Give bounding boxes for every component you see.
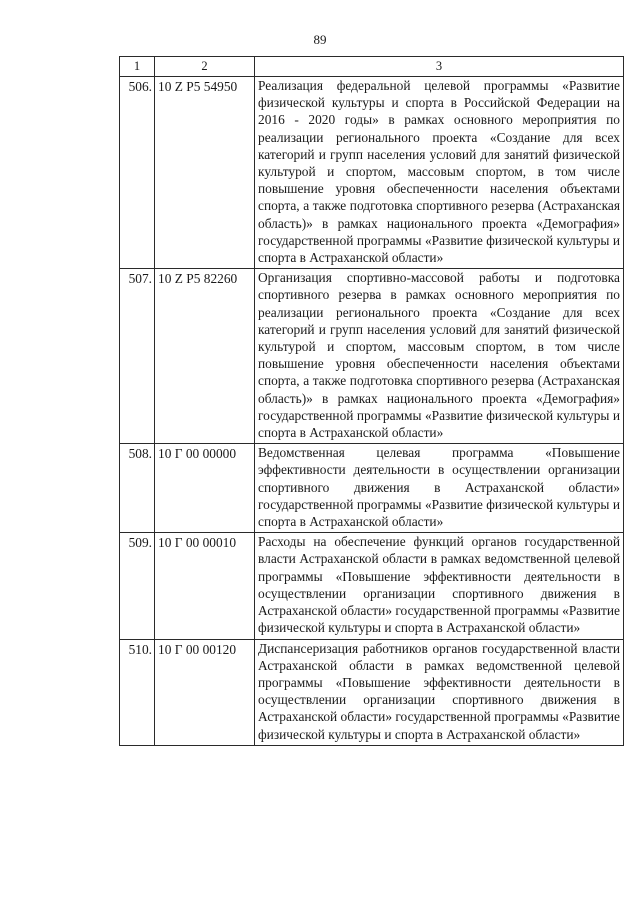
row-description: Расходы на обеспечение функций органов государственной власти Астраханской области в рамках ведомственной целевой программы «Повышение эффективности деятельности в осуществлении организации спортивного движения в Астраханской области» государственной программы «Развитие физической культуры и спорта в Астраханской области» xyxy=(255,533,624,639)
row-number: 506. xyxy=(120,77,155,269)
table-header-row xyxy=(120,57,624,77)
row-number: 509. xyxy=(120,533,155,639)
row-description: Ведомственная целевая программа «Повышение эффективности деятельности в осуществлении организации спортивного движения в Астраханской области» государственной программы «Развитие физической культуры и спорта в Астраханской области» xyxy=(255,444,624,533)
row-code: 10 Z P5 82260 xyxy=(155,269,255,444)
row-description: Организация спортивно-массовой работы и подготовка спортивного резерва в рамках основного мероприятия по реализации регионального проекта «Создание для всех категорий и групп населения условий для занятий физической культурой и спортом, массовым спортом, в том числе повышение уровня обеспеченности населения объектами спорта, а также подготовка спортивного резерва (Астраханская область)» в рамках национального проекта «Демография» государственной программы «Развитие физической культуры и спорта в Астраханской области» xyxy=(255,269,624,444)
header-col-1: 1 xyxy=(120,57,155,77)
row-description: Реализация федеральной целевой программы «Развитие физической культуры и спорта в Российской Федерации на 2016 - 2020 годы» в рамках основного мероприятия по реализации регионального проекта «Создание для всех категорий и групп населения условий для занятий физической культурой и спортом, массовым спортом, в том числе повышение уровня обеспеченности населения объектами спорта, а также подготовка спортивного резерва (Астраханская область)» в рамках национального проекта «Демография» государственной программы «Развитие физической культуры и спорта в Астраханской области» xyxy=(255,77,624,269)
header-col-3: 3 xyxy=(255,57,624,77)
row-number: 507. xyxy=(120,269,155,444)
table-row xyxy=(120,269,624,444)
page-number: 89 xyxy=(313,32,327,47)
table-row xyxy=(120,639,624,745)
row-code: 10 Г 00 00120 xyxy=(155,639,255,745)
row-code: 10 Г 00 00000 xyxy=(155,444,255,533)
row-number: 510. xyxy=(120,639,155,745)
table-row xyxy=(120,533,624,639)
row-description: Диспансеризация работников органов государственной власти Астраханской области в рамках ведомственной целевой программы «Повышение эффективности деятельности в осуществлении организации спортивного движения в Астраханской области» государственной программы «Развитие физической культуры и спорта в Астраханской области» xyxy=(255,639,624,745)
row-number: 508. xyxy=(120,444,155,533)
header-col-2: 2 xyxy=(155,57,255,77)
table-row xyxy=(120,77,624,269)
budget-classification-table xyxy=(119,56,624,746)
row-code: 10 Г 00 00010 xyxy=(155,533,255,639)
table-row xyxy=(120,444,624,533)
row-code: 10 Z P5 54950 xyxy=(155,77,255,269)
